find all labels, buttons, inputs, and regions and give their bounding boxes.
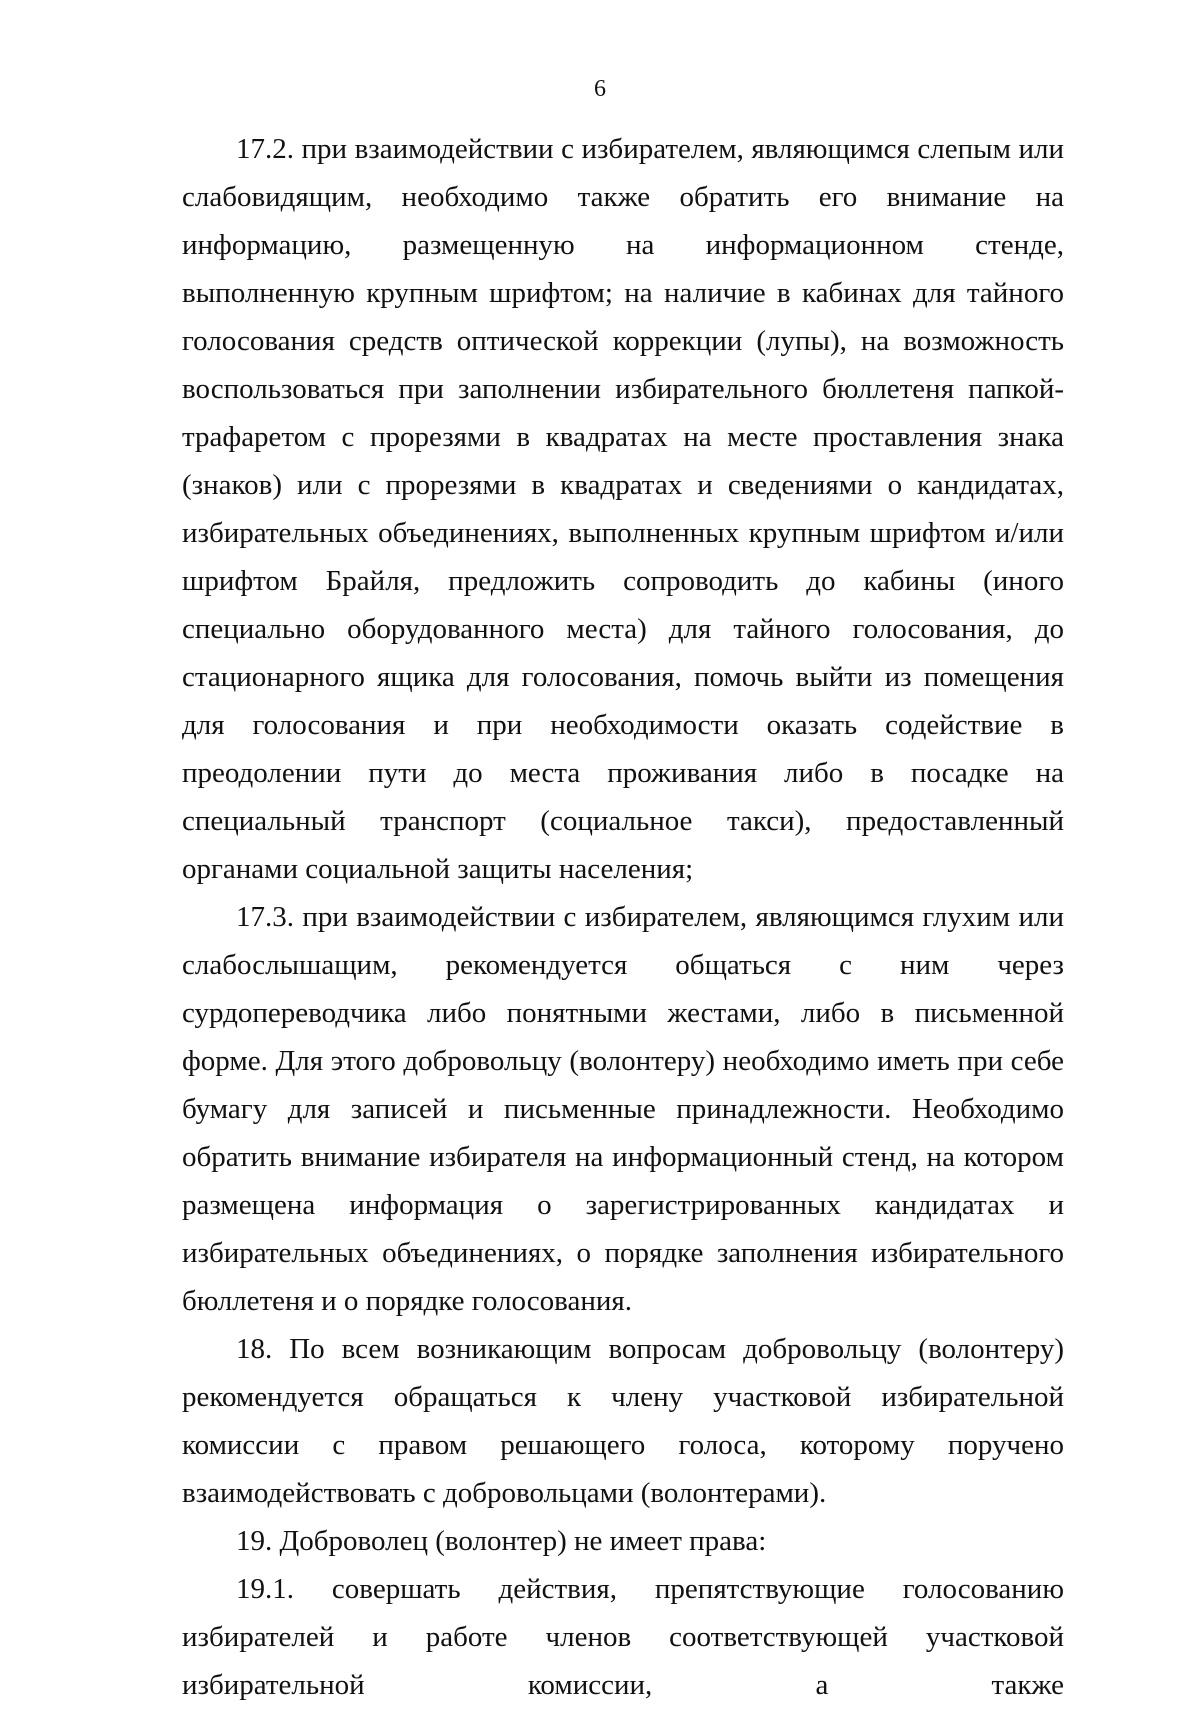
document-body bbox=[182, 125, 1064, 1709]
paragraph-17-2: 17.2. при взаимодействии с избирателем, являющимся слепым или слабовидящим, необходимо также обратить его внимание на информацию, размещенную на информационном стенде, выполненную крупным шрифтом; на наличие в кабинах для тайного голосования средств оптической коррекции (лупы), на возможность воспользоваться при заполнении избирательного бюллетеня папкой-трафаретом с прорезями в квадратах на месте проставления знака (знаков) или с прорезями в квадратах и сведениями о кандидатах, избирательных объединениях, выполненных крупным шрифтом и/или шрифтом Брайля, предложить сопроводить до кабины (иного специально оборудованного места) для тайного голосования, до стационарного ящика для голосования, помочь выйти из помещения для голосования и при необходимости оказать содействие в преодолении пути до места проживания либо в посадке на специальный транспорт (социальное такси), предоставленный органами социальной защиты населения; bbox=[182, 133, 1064, 885]
page-number: 6 bbox=[594, 76, 606, 102]
paragraph-19-1: 19.1. совершать действия, препятствующие голосованию избирателей и работе членов соответствующей участковой избирательной комиссии, а также bbox=[182, 1573, 1064, 1701]
paragraph-18: 18. По всем возникающим вопросам добровольцу (волонтеру) рекомендуется обращаться к члену участковой избирательной комиссии с правом решающего голоса, которому поручено взаимодействовать с добровольцами (волонтерами). bbox=[182, 1333, 1064, 1509]
paragraph-19: 19. Доброволец (волонтер) не имеет права: bbox=[236, 1525, 767, 1557]
paragraph-17-3: 17.3. при взаимодействии с избирателем, являющимся глухим или слабослышащим, рекомендуется общаться с ним через сурдопереводчика либо понятными жестами, либо в письменной форме. Для этого добровольцу (волонтеру) необходимо иметь при себе бумагу для записей и письменные принадлежности. Необходимо обратить внимание избирателя на информационный стенд, на котором размещена информация о зарегистрированных кандидатах и избирательных объединениях, о порядке заполнения избирательного бюллетеня и о порядке голосования. bbox=[182, 901, 1064, 1317]
